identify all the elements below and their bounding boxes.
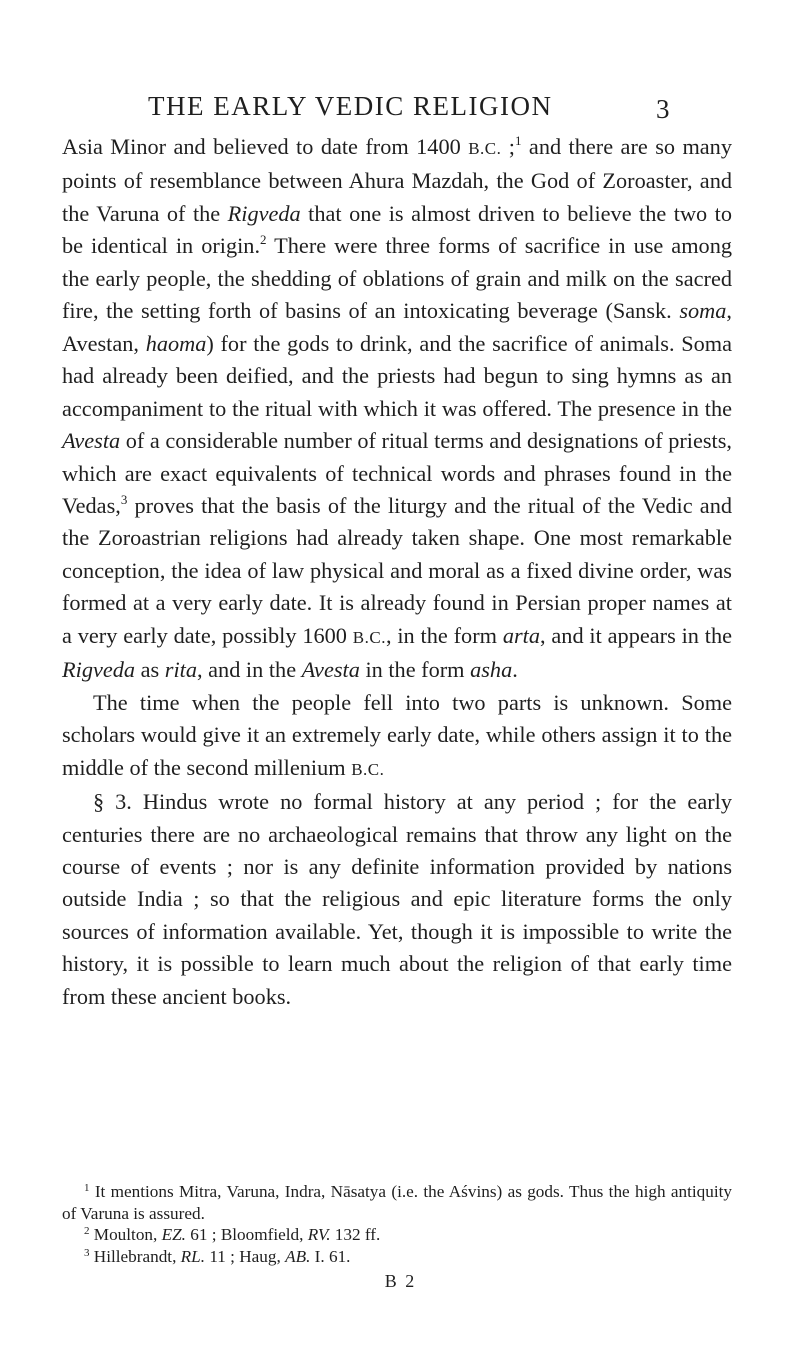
body-text: [62, 131, 732, 1013]
footnote-ref-1: 1: [515, 133, 522, 148]
paragraph-2: The time when the people fell into two parts is unknown. Some scholars would give it an extremely early date, while others assign it to the middle of the second millenium B.C.: [62, 689, 732, 780]
footnote-1: $^1$ It mentions Mitra, Varuna, Indra, Nāsatya (i.e. the Aśvins) as gods. Thus the high antiquity of Varuna is assured.: [62, 1182, 732, 1223]
footnote-3: $^3$ Hillebrandt, RL. 11 ; Haug, AB. I. 61.: [84, 1246, 351, 1266]
footnote-2: $^2$ Moulton, EZ. 61 ; Bloomfield, RV. 132 ff.: [84, 1225, 381, 1245]
running-head: [0, 86, 801, 126]
footnotes: [62, 1181, 732, 1267]
footnote-ref-2: 2: [260, 232, 267, 248]
paragraph-3: § 3. Hindus wrote no formal history at any period ; for the early centuries there are no archaeological remains that throw any light on the course of events ; nor is any definite information provided by nations outside India ; so that the religious and epic literature forms the only sources of information available. Yet, though it is impossible to write the history, it is possible to learn much about the religion of that early time from these ancient books.: [62, 789, 732, 1009]
paragraph-1: Asia Minor and believed to date from 1400 B.C. ;$^1$ and there are so many points of resemblance between Ahura Mazdah, the God of Zoroaster, and the Varuna of the Rigveda that one is almost driven to believe the two to be identical in origin.$^2$ There were three forms of sacrifice in use among the early people, the shedding of oblations of grain and milk on the sacred fire, the setting forth of basins of an intoxicating beverage (Sansk. soma, Avestan, haoma) for the gods to drink, and the sacrifice of animals. Soma had already been deified, and the priests had begun to sing hymns as an accompaniment to the ritual with which it was offered. The presence in the Avesta of a considerable number of ritual terms and designations of priests, which are exact equivalents of technical words and phrases found in the Vedas,$^3$ proves that the basis of the liturgy and the ritual of the Vedic and the Zoroastrian religions had already taken shape. One most remarkable conception, the idea of law physical and moral as a fixed divine order, was formed at a very early date. It is already found in Persian proper names at a very early date, possibly 1600 B.C., in the form arta, and it appears in the Rigveda as rita, and in the Avesta in the form asha.: [62, 133, 733, 683]
signature-mark: B 2: [384, 1271, 417, 1291]
footnote-ref-3: 3: [120, 491, 128, 507]
page-number: 3: [656, 94, 670, 124]
running-title: THE EARLY VEDIC RELIGION: [148, 91, 553, 121]
